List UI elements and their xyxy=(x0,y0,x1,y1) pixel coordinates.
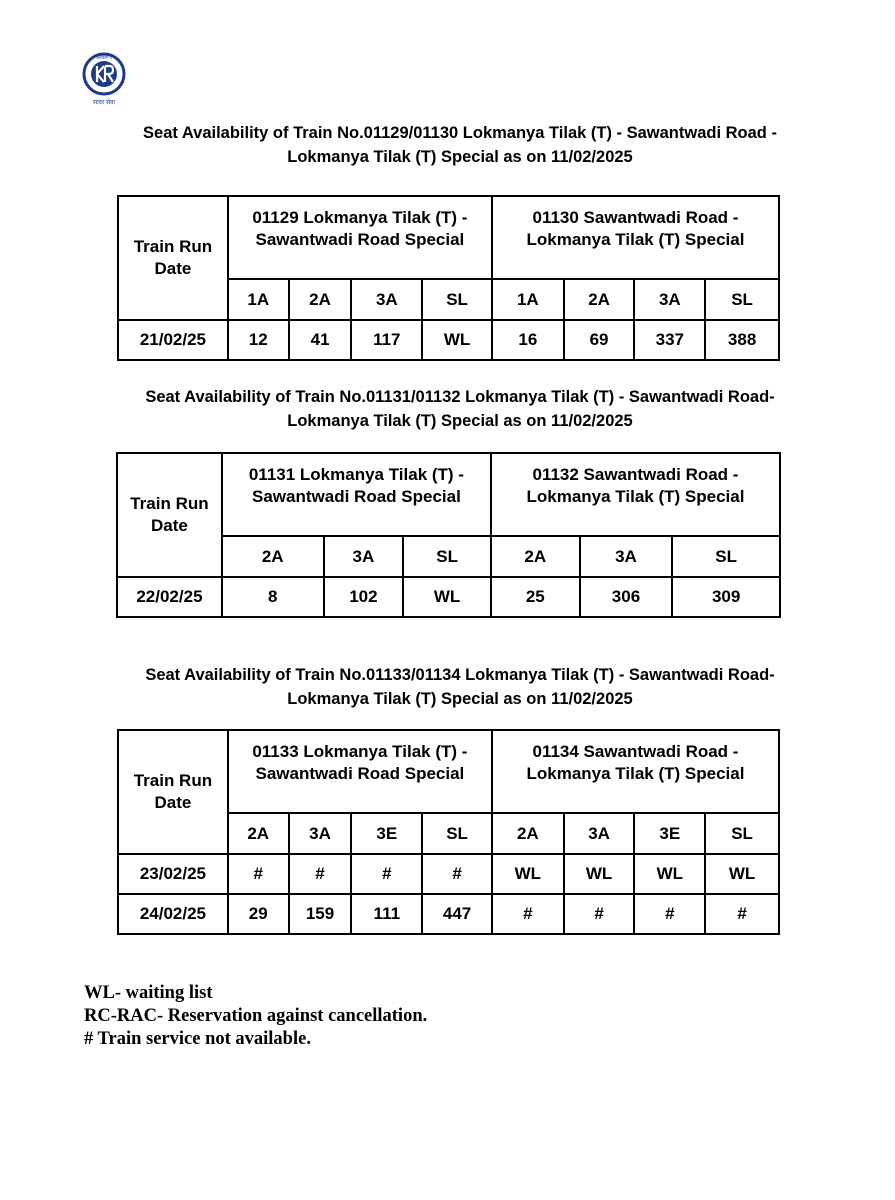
logo-caption: सादर सेवा xyxy=(93,100,115,106)
legend-wl: WL- waiting list xyxy=(84,983,213,1003)
class-header: 2A xyxy=(222,536,324,577)
section-2-title-line1: Seat Availability of Train No.01131/01132 Lokmanya Tilak (T) - Sawantwadi Road- xyxy=(145,388,775,406)
konkan-railway-logo xyxy=(80,50,128,108)
availability-cell: 25 xyxy=(491,577,580,617)
class-header: 1A xyxy=(228,279,289,320)
availability-cell: 16 xyxy=(492,320,564,360)
availability-cell: 337 xyxy=(634,320,705,360)
availability-cell: # xyxy=(634,894,705,934)
availability-cell: # xyxy=(289,854,352,894)
section-1-title-line1: Seat Availability of Train No.01129/01130 Lokmanya Tilak (T) - Sawantwadi Road - xyxy=(143,124,777,142)
availability-cell: 306 xyxy=(580,577,673,617)
availability-cell: 388 xyxy=(705,320,779,360)
availability-cell: # xyxy=(422,854,492,894)
availability-cell: WL xyxy=(403,577,491,617)
train-run-date-header: Train Run Date xyxy=(118,730,228,854)
class-header: 2A xyxy=(564,279,635,320)
availability-cell: # xyxy=(564,894,635,934)
class-header: 2A xyxy=(491,536,580,577)
class-header: 3E xyxy=(634,813,705,854)
availability-cell: 447 xyxy=(422,894,492,934)
down-train-header: 01129 Lokmanya Tilak (T) - Sawantwadi Road Special xyxy=(228,196,492,279)
availability-cell: WL xyxy=(564,854,635,894)
availability-table-1 xyxy=(117,195,780,361)
availability-cell: 8 xyxy=(222,577,324,617)
legend-not-available: # Train service not available. xyxy=(84,1029,311,1049)
availability-cell: 309 xyxy=(672,577,780,617)
class-header: 3A xyxy=(324,536,404,577)
availability-cell: 41 xyxy=(289,320,352,360)
section-2-title xyxy=(60,385,860,433)
class-header: 2A xyxy=(289,279,352,320)
class-header: 1A xyxy=(492,279,564,320)
availability-cell: 111 xyxy=(351,894,422,934)
class-header: 2A xyxy=(492,813,564,854)
table-row xyxy=(118,854,779,894)
availability-cell: # xyxy=(351,854,422,894)
class-header: 3A xyxy=(351,279,422,320)
section-1-title xyxy=(60,121,860,169)
legend-rac: RC-RAC- Reservation against cancellation. xyxy=(84,1006,428,1026)
section-2-title-line2: Lokmanya Tilak (T) Special as on 11/02/2025 xyxy=(287,412,633,430)
availability-cell: WL xyxy=(492,854,564,894)
train-run-date-header: Train Run Date xyxy=(118,196,228,320)
availability-cell: 29 xyxy=(228,894,289,934)
section-3-title-line2: Lokmanya Tilak (T) Special as on 11/02/2025 xyxy=(287,690,633,708)
run-date-cell: 22/02/25 xyxy=(117,577,222,617)
availability-cell: 12 xyxy=(228,320,289,360)
availability-cell: 117 xyxy=(351,320,422,360)
legend xyxy=(84,982,427,1051)
up-train-header: 01130 Sawantwadi Road - Lokmanya Tilak (T) Special xyxy=(492,196,779,279)
availability-cell: WL xyxy=(422,320,492,360)
class-header: 3A xyxy=(634,279,705,320)
availability-cell: WL xyxy=(634,854,705,894)
table-row xyxy=(117,577,780,617)
down-train-header: 01133 Lokmanya Tilak (T) - Sawantwadi Road Special xyxy=(228,730,492,813)
class-header: SL xyxy=(672,536,780,577)
availability-table-3 xyxy=(117,729,780,935)
run-date-cell: 21/02/25 xyxy=(118,320,228,360)
class-header: SL xyxy=(403,536,491,577)
availability-cell: 102 xyxy=(324,577,404,617)
class-header: 3A xyxy=(564,813,635,854)
availability-cell: # xyxy=(705,894,779,934)
down-train-header: 01131 Lokmanya Tilak (T) - Sawantwadi Road Special xyxy=(222,453,491,536)
availability-cell: # xyxy=(492,894,564,934)
up-train-header: 01134 Sawantwadi Road - Lokmanya Tilak (T) Special xyxy=(492,730,779,813)
train-run-date-header: Train Run Date xyxy=(117,453,222,577)
class-header: SL xyxy=(422,279,492,320)
class-header: 3A xyxy=(289,813,352,854)
availability-table-2 xyxy=(116,452,781,618)
class-header: SL xyxy=(422,813,492,854)
class-header: SL xyxy=(705,813,779,854)
section-3-title xyxy=(60,663,860,711)
up-train-header: 01132 Sawantwadi Road - Lokmanya Tilak (T) Special xyxy=(491,453,780,536)
class-header: SL xyxy=(705,279,779,320)
availability-cell: 159 xyxy=(289,894,352,934)
konkan-railway-logo-icon xyxy=(80,50,128,108)
table-row xyxy=(118,320,779,360)
availability-cell: WL xyxy=(705,854,779,894)
class-header: 3E xyxy=(351,813,422,854)
section-1-title-line2: Lokmanya Tilak (T) Special as on 11/02/2025 xyxy=(287,148,633,166)
section-3-title-line1: Seat Availability of Train No.01133/01134 Lokmanya Tilak (T) - Sawantwadi Road- xyxy=(145,666,775,684)
class-header: 2A xyxy=(228,813,289,854)
availability-cell: 69 xyxy=(564,320,635,360)
run-date-cell: 24/02/25 xyxy=(118,894,228,934)
availability-cell: # xyxy=(228,854,289,894)
logo-top-text: कोंकण रे xyxy=(95,55,113,61)
run-date-cell: 23/02/25 xyxy=(118,854,228,894)
class-header: 3A xyxy=(580,536,673,577)
table-row xyxy=(118,894,779,934)
